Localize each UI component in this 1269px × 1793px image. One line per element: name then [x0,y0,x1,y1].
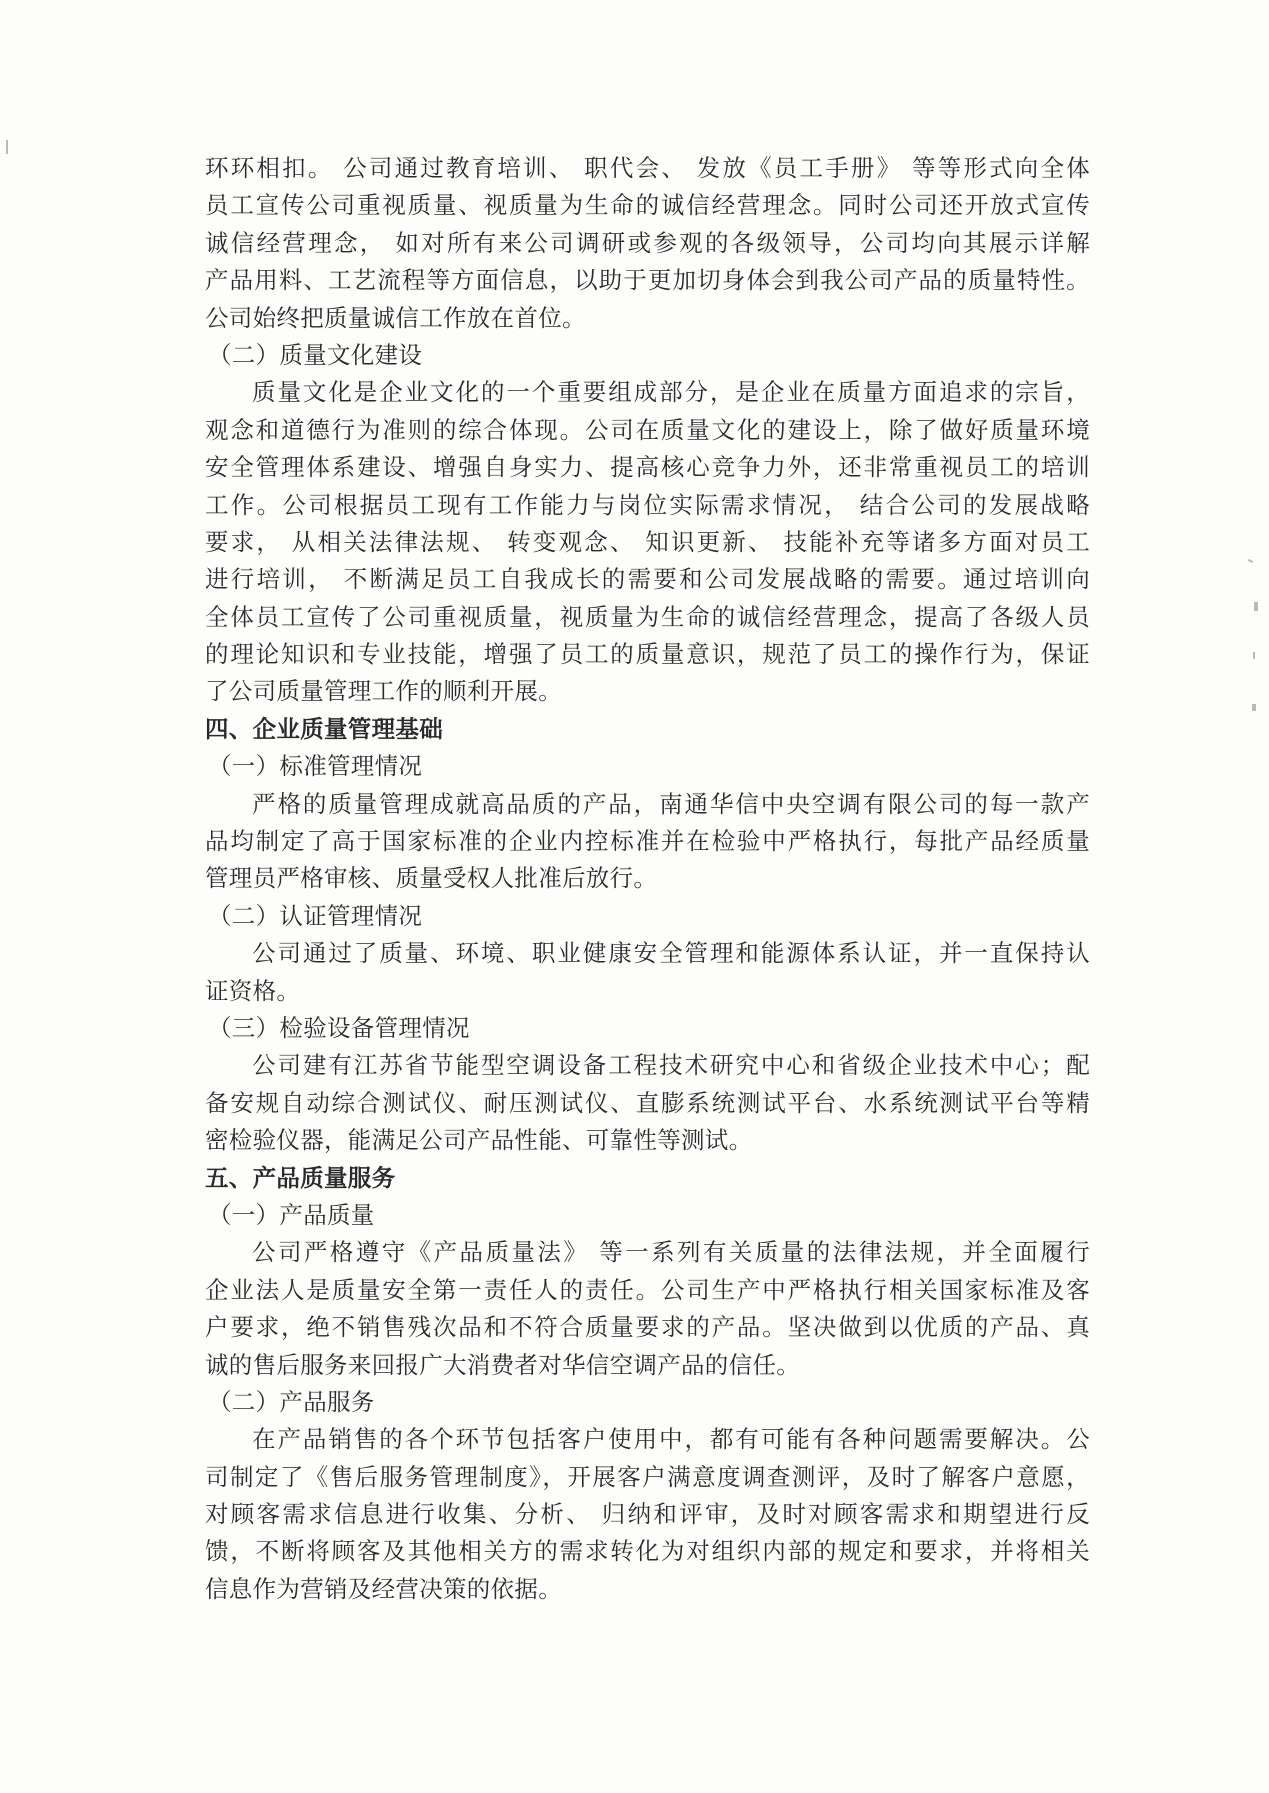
text-line: 备安规自动综合测试仪、耐压测试仪、直膨系统测试平台、水系统测试平台等精 [205,1088,1090,1117]
scan-mark-right-2 [1254,602,1258,611]
text-line: 品均制定了高于国家标准的企业内控标准并在检验中严格执行，每批产品经质量 [205,827,1090,856]
text-line: 进行培训， 不断满足员工自我成长的需要和公司发展战略的需要。通过培训向 [205,565,1090,594]
text-line: 户要求，绝不销售残次品和不符合质量要求的产品。坚决做到以优质的产品、真 [205,1313,1090,1342]
text-line: 了公司质量管理工作的顺利开展。 [205,677,562,706]
scan-mark-right-1 [1248,559,1253,563]
text-line: 信息作为营销及经营决策的依据。 [205,1574,562,1603]
text-line: 诚的售后服务来回报广大消费者对华信空调产品的信任。 [205,1350,800,1379]
section-heading: 五、产品质量服务 [205,1163,396,1192]
document-body [205,150,1090,1608]
subsection-heading: （二）产品服务 [208,1387,375,1416]
subsection-heading: （三）检验设备管理情况 [208,1013,470,1042]
subsection-heading: （二）质量文化建设 [208,340,423,369]
subsection-heading: （一）标准管理情况 [208,752,423,781]
text-line: 的理论知识和专业技能，增强了员工的质量意识，规范了员工的操作行为，保证 [205,640,1090,669]
paragraph-first-line: 公司严格遵守《产品质量法》 等一系列有关质量的法律法规，并全面履行 [252,1238,1090,1267]
text-line: 员工宣传公司重视质量、视质量为生命的诚信经营理念。同时公司还开放式宣传 [205,191,1090,220]
text-line: 全体员工宣传了公司重视质量，视质量为生命的诚信经营理念，提高了各级人员 [205,602,1090,631]
scan-mark-right-3 [1253,652,1255,659]
text-line: 司制定了《售后服务管理制度》，开展客户满意度调查测评，及时了解客户意愿， [205,1462,1090,1491]
scan-mark-right-4 [1252,704,1256,711]
paragraph-first-line: 质量文化是企业文化的一个重要组成部分，是企业在质量方面追求的宗旨， [252,378,1090,407]
subsection-heading: （二）认证管理情况 [208,901,423,930]
text-line: 要求， 从相关法律法规、 转变观念、 知识更新、 技能补充等诸多方面对员工 [205,527,1090,556]
section-heading: 四、企业质量管理基础 [205,714,443,743]
text-line: 公司始终把质量诚信工作放在首位。 [205,303,586,332]
paragraph-first-line: 严格的质量管理成就高品质的产品，南通华信中央空调有限公司的每一款产 [252,789,1090,818]
text-line: 管理员严格审核、质量受权人批准后放行。 [205,864,658,893]
text-line: 环环相扣。 公司通过教育培训、 职代会、 发放《员工手册》 等等形式向全体 [205,154,1090,182]
text-line: 馈，不断将顾客及其他相关方的需求转化为对组织内部的规定和要求，并将相关 [205,1537,1090,1566]
text-line: 企业法人是质量安全第一责任人的责任。公司生产中严格执行相关国家标准及客 [205,1275,1090,1304]
text-line: 观念和道德行为准则的综合体现。公司在质量文化的建设上，除了做好质量环境 [205,415,1090,444]
paragraph-first-line: 在产品销售的各个环节包括客户使用中，都有可能有各种问题需要解决。公 [252,1425,1090,1454]
text-line: 工作。公司根据员工现有工作能力与岗位实际需求情况， 结合公司的发展战略 [205,490,1090,519]
text-line: 诚信经营理念， 如对所有来公司调研或参观的各级领导，公司均向其展示详解 [205,228,1090,257]
text-line: 产品用料、工艺流程等方面信息，以助于更加切身体会到我公司产品的质量特性。 [205,266,1090,295]
scan-mark-left [6,140,8,154]
paragraph-first-line: 公司通过了质量、环境、职业健康安全管理和能源体系认证，并一直保持认 [252,939,1090,968]
text-line: 对顾客需求信息进行收集、分析、 归纳和评审，及时对顾客需求和期望进行反 [205,1500,1090,1529]
paragraph-first-line: 公司建有江苏省节能型空调设备工程技术研究中心和省级企业技术中心；配 [252,1051,1090,1080]
subsection-heading: （一）产品质量 [208,1200,375,1229]
text-line: 安全管理体系建设、增强自身实力、提高核心竞争力外，还非常重视员工的培训 [205,453,1090,482]
text-line: 证资格。 [205,976,301,1005]
text-line: 密检验仪器，能满足公司产品性能、可靠性等测试。 [205,1126,753,1155]
